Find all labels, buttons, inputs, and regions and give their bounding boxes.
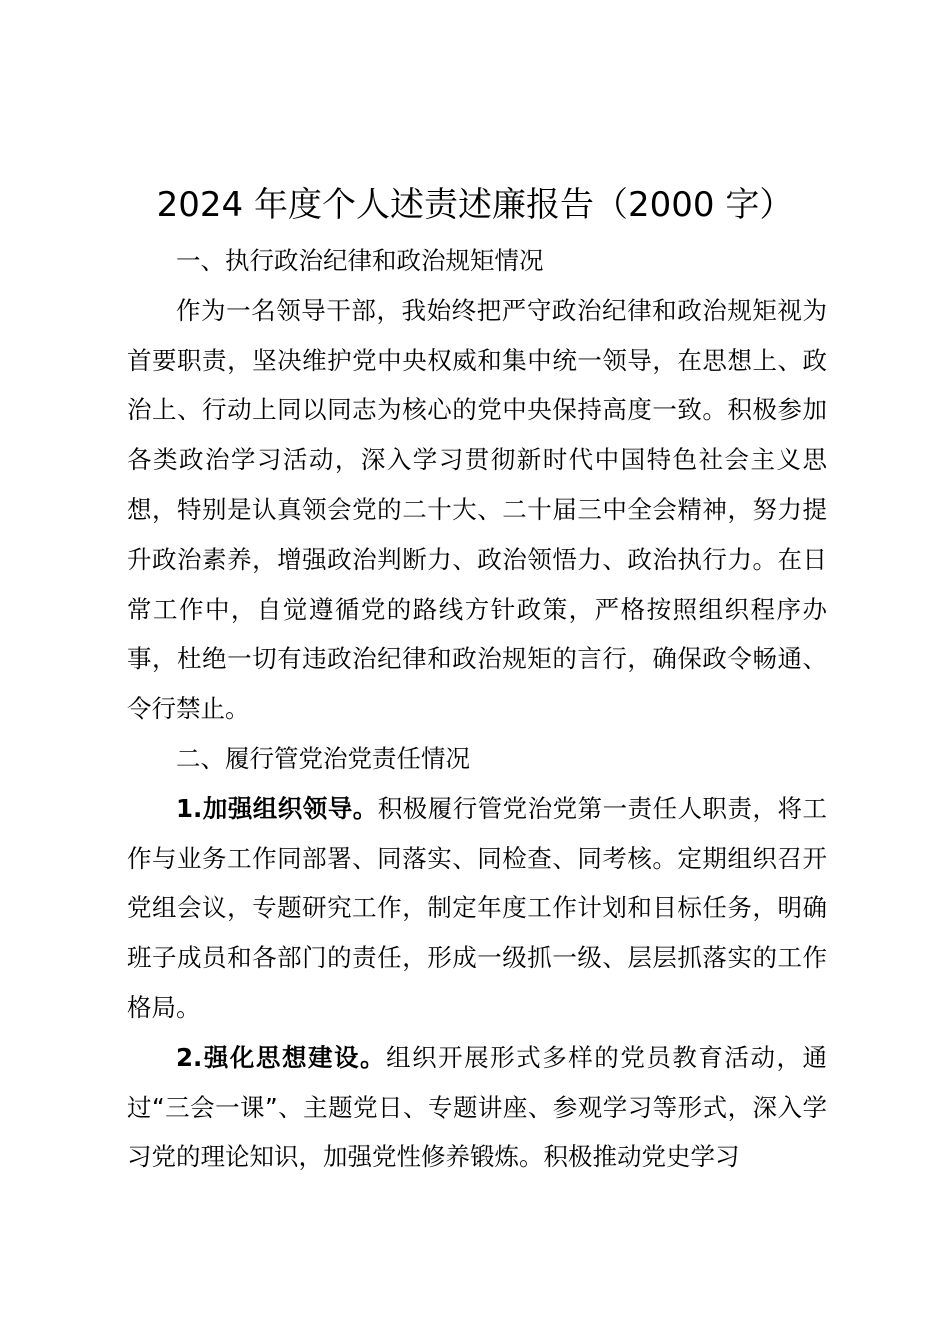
section-2-item-2 — [127, 1033, 827, 1182]
section-1-paragraph: 作为一名领导干部，我始终把严守政治纪律和政治规矩视为首要职责，坚决维护党中央权威和集中统一领导，在思想上、政治上、行动上同以同志为核心的党中央保持高度一致。积极参加各类政治学习活动，深入学习贯彻新时代中国特色社会主义思想，特别是认真领会党的二十大、二十届三中全会精神，努力提升政治素养，增强政治判断力、政治领悟力、政治执行力。在日常工作中，自觉遵循党的路线方针政策，严格按照组织程序办事，杜绝一切有违政治纪律和政治规矩的言行，确保政令畅通、令行禁止。 — [127, 295, 827, 724]
section-2-item-1 — [127, 784, 827, 1033]
section-1-heading: 一、执行政治纪律和政治规矩情况 — [176, 246, 544, 275]
item-1-lead: 1.加强组织领导。 — [176, 793, 378, 823]
document-body — [127, 236, 827, 1182]
document-title: 2024 年度个人述责述廉报告（2000 字） — [156, 185, 794, 225]
item-2-text: 组织开展形式多样的党员教育活动，通过“三会一课”、主题党日、专题讲座、参观学习等形式，深入学习党的理论知识，加强党性修养锻炼。积极推动党史学习 — [127, 1042, 828, 1172]
section-2-heading: 二、履行管党治党责任情况 — [176, 743, 470, 773]
item-1-text: 积极履行管党治党第一责任人职责，将工作与业务工作同部署、同落实、同检查、同考核。定期组织召开党组会议，专题研究工作，制定年度工作计划和目标任务，明确班子成员和各部门的责任，形成一级抓一级、层层抓落实的工作格局。 — [127, 793, 828, 1022]
item-2-lead: 2.强化思想建设。 — [176, 1042, 387, 1072]
